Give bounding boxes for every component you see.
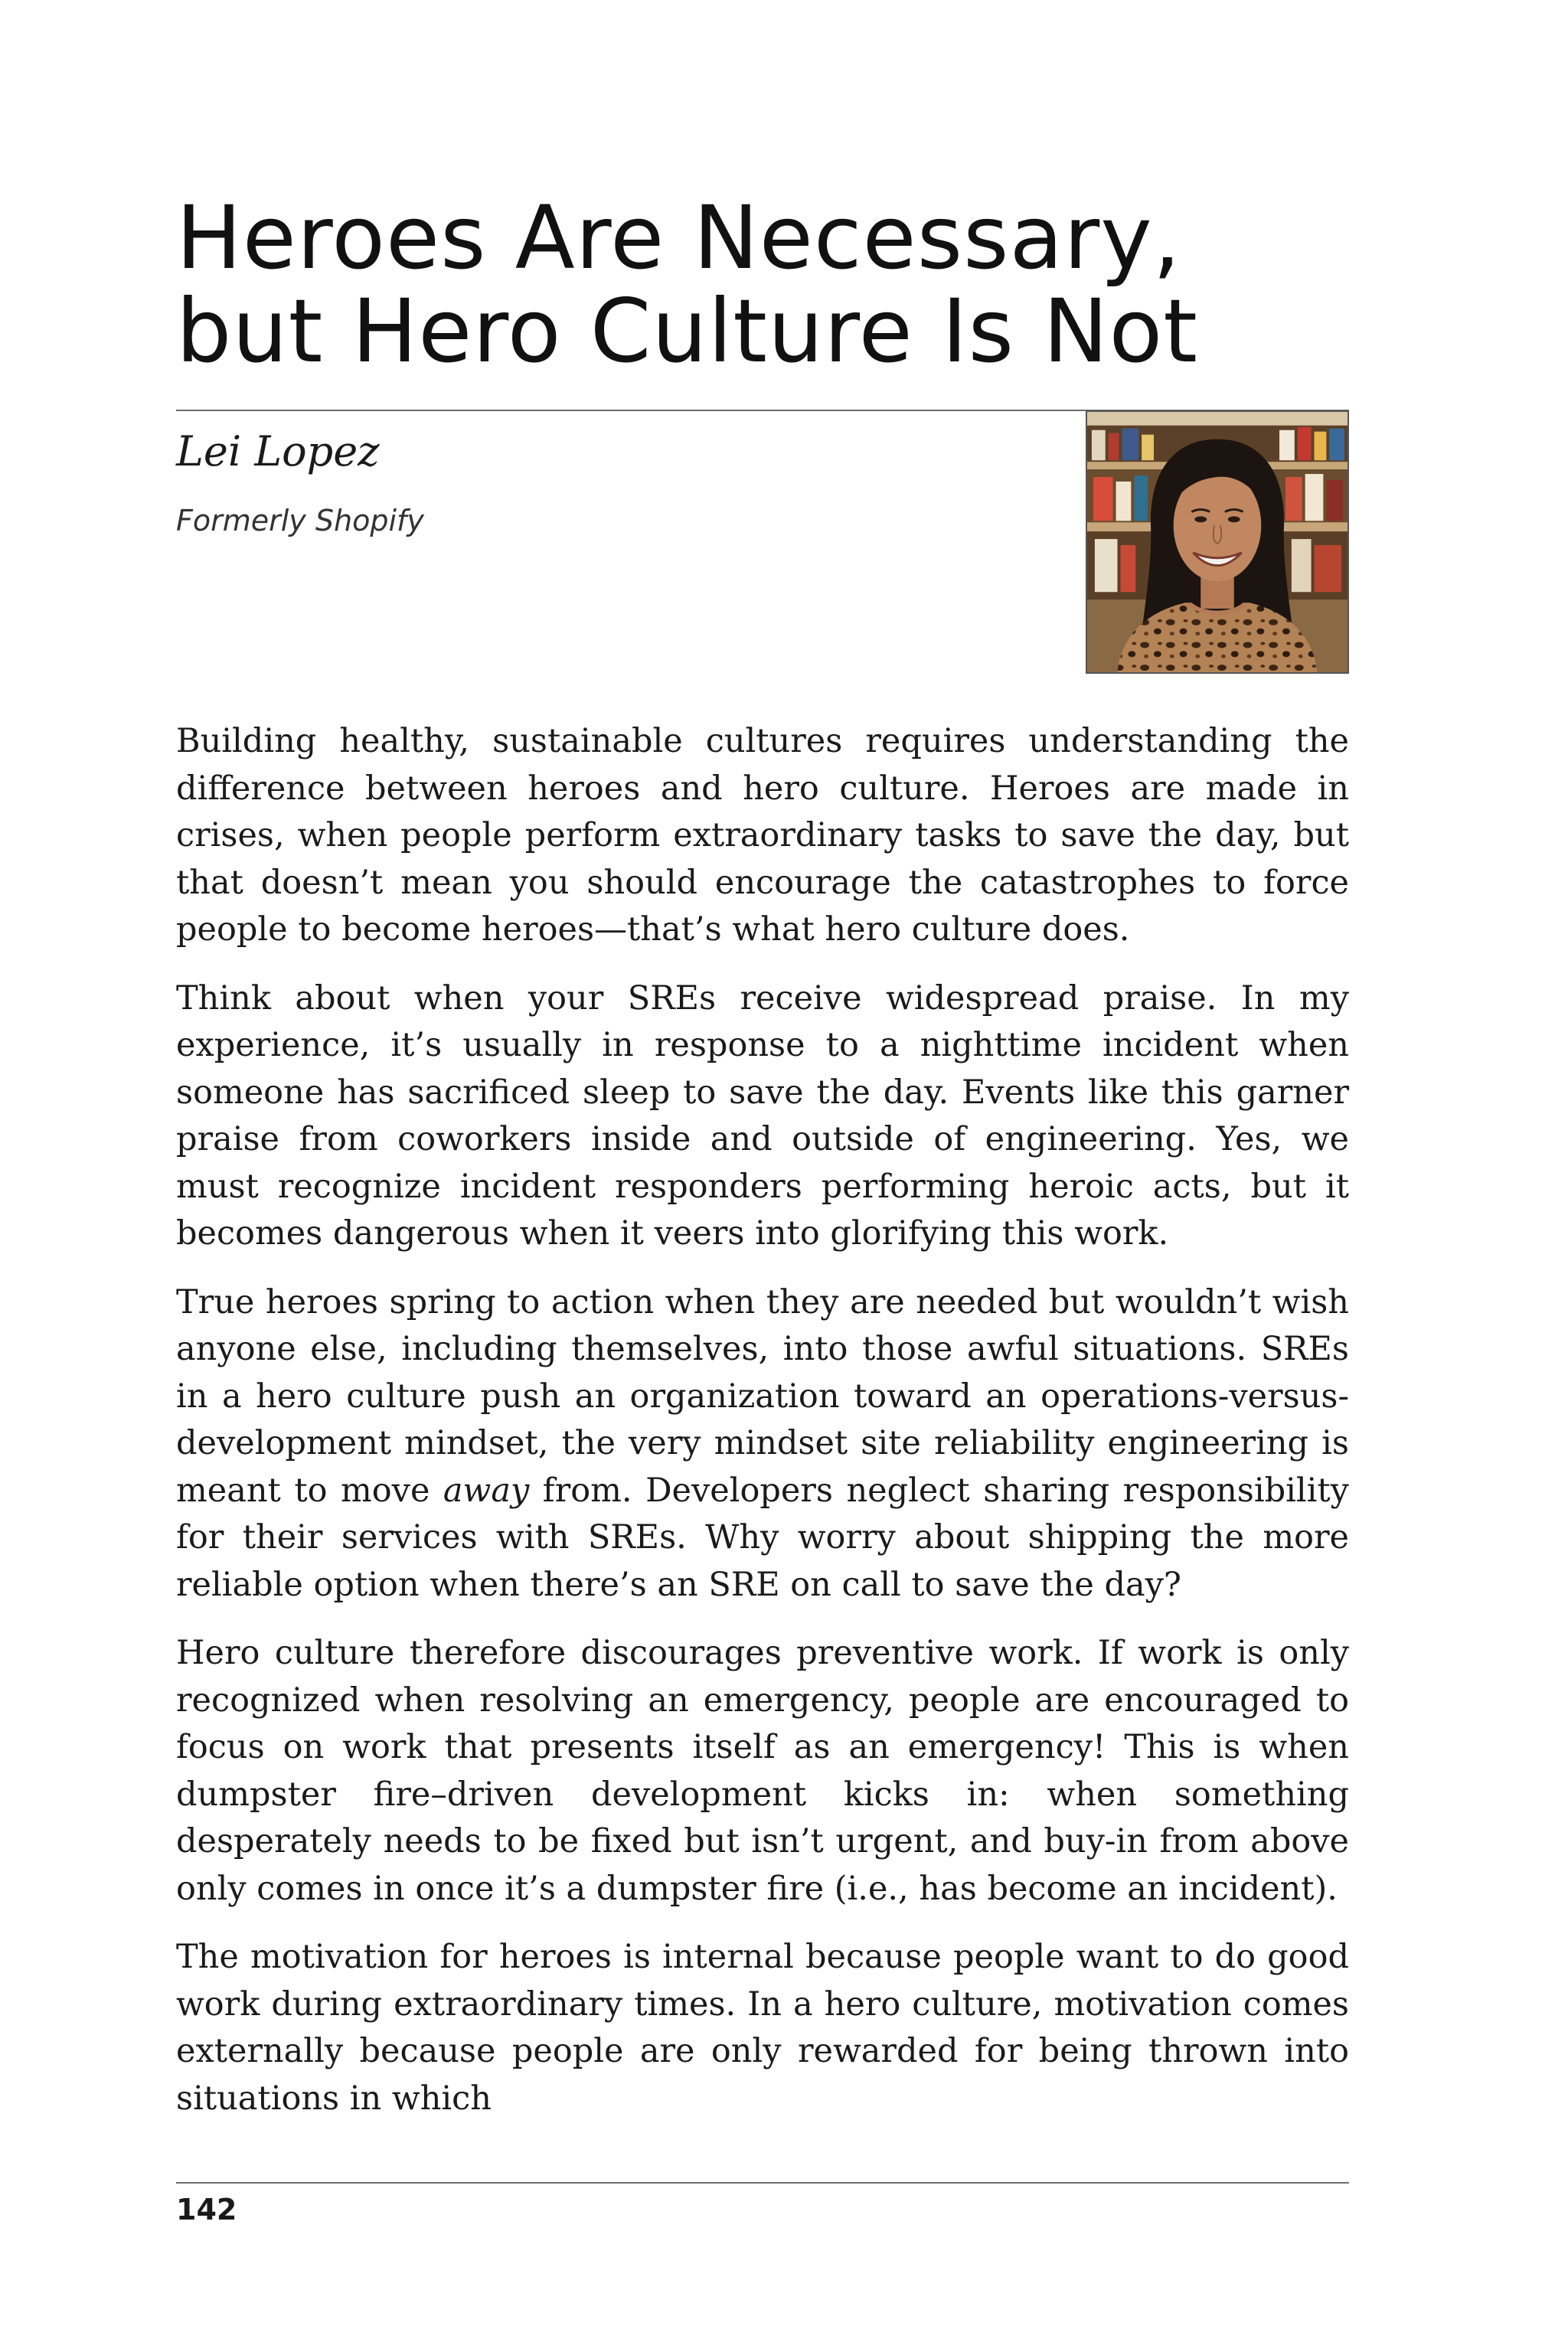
body-paragraph-5: The motivation for heroes is internal because people want to do good work during extraordinary times. In a hero culture, motivation comes externally because people are only rewarded for being thrown into situations in which (176, 1938, 1349, 2118)
body-paragraph-3-emphasis: away (443, 1471, 530, 1510)
chapter-title (176, 187, 1401, 382)
author-portrait-image (1087, 412, 1348, 672)
footer-divider (176, 2182, 1349, 2184)
body-paragraph-3-start: True heroes spring to action when they are needed but wouldn’t wish anyone else, including themselves, into those awful situations. SREs in a hero culture push an organization toward an operations-versus-development mindset, the very mindset site reliability engineering is meant to move (176, 1282, 1349, 1510)
chapter-title-line-1: Heroes Are Necessary, (176, 187, 1181, 289)
body-paragraph-3 (176, 1279, 1349, 1609)
page-number: 142 (176, 2193, 237, 2226)
author-photo (1086, 410, 1349, 674)
chapter-body (176, 718, 1349, 2144)
chapter-title-line-2: but Hero Culture Is Not (176, 280, 1198, 382)
author-name: Lei Lopez (176, 427, 380, 475)
body-paragraph-1: Building healthy, sustainable cultures requires understanding the difference between heroes and hero culture. Heroes are made in crises, when people perform extraordinary tasks to save the day, but that doesn’t mean you should encourage the catastrophes to force people to become heroes—that’s what hero culture does. (176, 722, 1349, 949)
body-paragraph-3-end: from. Developers neglect sharing responsibility for their services with SREs. Why worry about shipping the more reliable option when there’s an SRE on call to save the day? (176, 1471, 1349, 1604)
body-paragraph-4: Hero culture therefore discourages preventive work. If work is only recognized when resolving an emergency, people are encouraged to focus on work that presents itself as an emergency! This is when dumpster fire–driven development kicks in: when something desperately needs to be fixed but isn’t urgent, and buy-in from above only comes in once it’s a dumpster fire (i.e., has become an incident). (176, 1634, 1349, 1908)
body-paragraph-2: Think about when your SREs receive widespread praise. In my experience, it’s usually in response to a nighttime incident when someone has sacrificed sleep to save the day. Events like this garner praise from coworkers inside and outside of engineering. Yes, we must recognize incident responders performing heroic acts, but it becomes dangerous when it veers into glorifying this work. (176, 978, 1349, 1253)
author-affiliation: Formerly Shopify (176, 504, 424, 537)
